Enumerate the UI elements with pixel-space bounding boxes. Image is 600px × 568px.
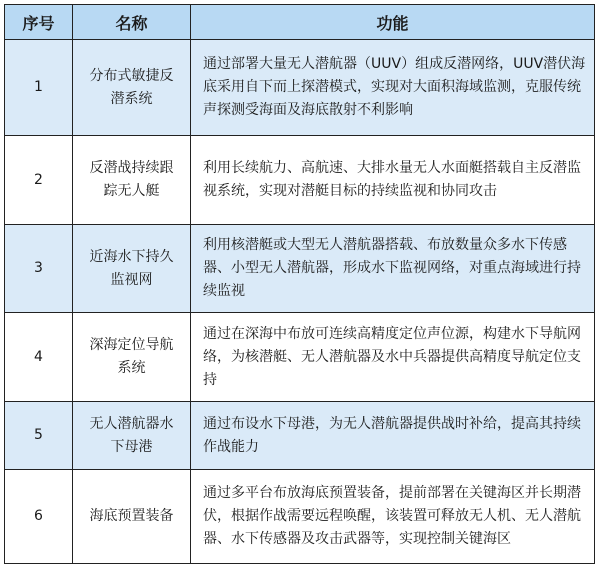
cell-name: 深海定位导航系统 — [73, 313, 191, 402]
cell-name: 近海水下持久监视网 — [73, 225, 191, 313]
table-header-row — [5, 5, 595, 40]
cell-no: 2 — [5, 136, 73, 225]
cell-name: 反潜战持续跟踪无人艇 — [73, 136, 191, 225]
table-row — [5, 136, 595, 225]
cell-function: 通过在深海中布放可连续高精度定位声位源，构建水下导航网络，为核潜艇、无人潜航器及水中兵器提供高精度导航定位支持 — [191, 313, 595, 402]
table-container — [4, 4, 594, 562]
equipment-table — [4, 4, 595, 564]
cell-no: 4 — [5, 313, 73, 402]
cell-name: 无人潜航器水下母港 — [73, 402, 191, 470]
table-row — [5, 225, 595, 313]
cell-no: 3 — [5, 225, 73, 313]
table-row — [5, 470, 595, 564]
table-row — [5, 313, 595, 402]
cell-function: 通过多平台布放海底预置装备，提前部署在关键海区并长期潜伏，根据作战需要远程唤醒，该装置可释放无人机、无人潜航器、水下传感器及攻击武器等，实现控制关键海区 — [191, 470, 595, 564]
table-row — [5, 40, 595, 136]
header-name: 名称 — [73, 5, 191, 40]
table-row — [5, 402, 595, 470]
header-no: 序号 — [5, 5, 73, 40]
cell-no: 6 — [5, 470, 73, 564]
cell-function: 利用长续航力、高航速、大排水量无人水面艇搭载自主反潜监视系统，实现对潜艇目标的持续监视和协同攻击 — [191, 136, 595, 225]
header-function: 功能 — [191, 5, 595, 40]
cell-no: 1 — [5, 40, 73, 136]
cell-function: 通过布设水下母港，为无人潜航器提供战时补给，提高其持续作战能力 — [191, 402, 595, 470]
cell-name: 海底预置装备 — [73, 470, 191, 564]
cell-function: 利用核潜艇或大型无人潜航器搭载、布放数量众多水下传感器、小型无人潜航器，形成水下监视网络，对重点海域进行持续监视 — [191, 225, 595, 313]
cell-name: 分布式敏捷反潜系统 — [73, 40, 191, 136]
cell-function: 通过部署大量无人潜航器（UUV）组成反潜网络，UUV潜伏海底采用自下而上探潜模式，实现对大面积海域监测，克服传统声探测受海面及海底散射不利影响 — [191, 40, 595, 136]
cell-no: 5 — [5, 402, 73, 470]
